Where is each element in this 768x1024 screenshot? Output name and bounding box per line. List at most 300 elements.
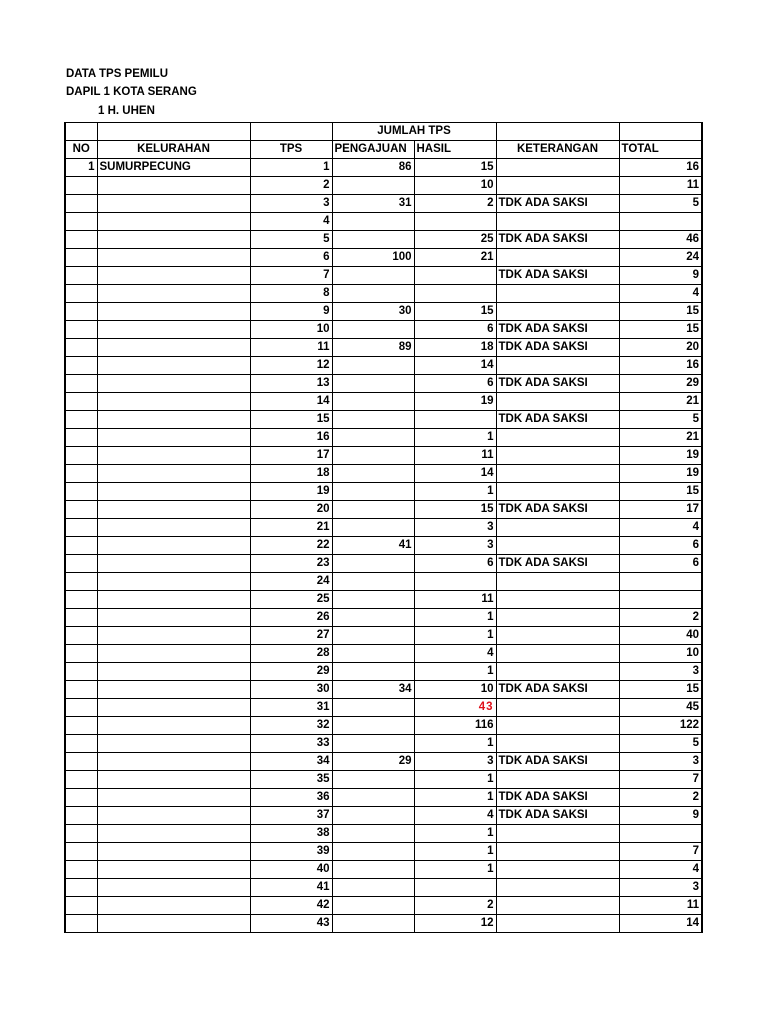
cell-total: 19	[619, 465, 702, 483]
cell-hasil: 15	[414, 303, 496, 321]
cell-keterangan	[496, 879, 619, 897]
cell-total: 20	[619, 339, 702, 357]
cell-no	[65, 357, 97, 375]
table-row	[65, 177, 702, 195]
table-row	[65, 609, 702, 627]
cell-no	[65, 285, 97, 303]
cell-total: 40	[619, 627, 702, 645]
cell-kelurahan	[97, 879, 250, 897]
cell-pengajuan	[332, 609, 414, 627]
document-title: DATA TPS PEMILU	[66, 68, 169, 80]
cell-hasil: 21	[414, 249, 496, 267]
header-cell-blank	[250, 123, 332, 141]
cell-kelurahan	[97, 627, 250, 645]
cell-keterangan	[496, 285, 619, 303]
cell-kelurahan	[97, 177, 250, 195]
cell-no	[65, 375, 97, 393]
table-row	[65, 159, 702, 177]
cell-no	[65, 447, 97, 465]
cell-tps: 25	[250, 591, 332, 609]
cell-hasil: 2	[414, 195, 496, 213]
cell-tps: 26	[250, 609, 332, 627]
cell-tps: 32	[250, 717, 332, 735]
header-cell-blank	[619, 123, 702, 141]
cell-kelurahan	[97, 735, 250, 753]
cell-kelurahan	[97, 465, 250, 483]
cell-total: 5	[619, 411, 702, 429]
cell-kelurahan	[97, 501, 250, 519]
cell-pengajuan	[332, 915, 414, 933]
cell-pengajuan	[332, 645, 414, 663]
cell-tps: 37	[250, 807, 332, 825]
cell-total: 17	[619, 501, 702, 519]
cell-kelurahan	[97, 699, 250, 717]
table-row	[65, 213, 702, 231]
cell-tps: 27	[250, 627, 332, 645]
cell-kelurahan	[97, 591, 250, 609]
cell-kelurahan	[97, 357, 250, 375]
cell-total: 14	[619, 915, 702, 933]
header-total: TOTAL	[619, 141, 702, 159]
cell-no	[65, 429, 97, 447]
cell-kelurahan	[97, 663, 250, 681]
cell-keterangan	[496, 249, 619, 267]
cell-keterangan: TDK ADA SAKSI	[496, 321, 619, 339]
cell-tps: 30	[250, 681, 332, 699]
cell-pengajuan	[332, 483, 414, 501]
cell-total: 11	[619, 897, 702, 915]
cell-tps: 14	[250, 393, 332, 411]
cell-hasil: 18	[414, 339, 496, 357]
cell-pengajuan	[332, 213, 414, 231]
table-row	[65, 681, 702, 699]
cell-kelurahan	[97, 393, 250, 411]
cell-kelurahan	[97, 555, 250, 573]
cell-tps: 28	[250, 645, 332, 663]
cell-kelurahan	[97, 375, 250, 393]
table-row	[65, 915, 702, 933]
table-row	[65, 825, 702, 843]
cell-keterangan	[496, 645, 619, 663]
cell-no	[65, 879, 97, 897]
header-no: NO	[65, 141, 97, 159]
table-row	[65, 303, 702, 321]
table-row	[65, 249, 702, 267]
cell-no: 1	[65, 159, 97, 177]
cell-hasil: 116	[414, 717, 496, 735]
header-row-top	[65, 123, 702, 141]
cell-keterangan: TDK ADA SAKSI	[496, 555, 619, 573]
cell-no	[65, 915, 97, 933]
cell-pengajuan: 30	[332, 303, 414, 321]
cell-tps: 11	[250, 339, 332, 357]
cell-no	[65, 465, 97, 483]
cell-tps: 8	[250, 285, 332, 303]
cell-pengajuan	[332, 177, 414, 195]
cell-keterangan	[496, 735, 619, 753]
cell-hasil: 4	[414, 645, 496, 663]
cell-pengajuan	[332, 501, 414, 519]
cell-total: 16	[619, 159, 702, 177]
cell-no	[65, 681, 97, 699]
cell-no	[65, 627, 97, 645]
cell-kelurahan	[97, 843, 250, 861]
table-row	[65, 807, 702, 825]
cell-no	[65, 699, 97, 717]
table-row	[65, 789, 702, 807]
table-row	[65, 717, 702, 735]
cell-total: 46	[619, 231, 702, 249]
cell-hasil: 1	[414, 825, 496, 843]
cell-keterangan: TDK ADA SAKSI	[496, 501, 619, 519]
cell-kelurahan	[97, 789, 250, 807]
cell-total	[619, 825, 702, 843]
cell-no	[65, 393, 97, 411]
cell-no	[65, 843, 97, 861]
cell-kelurahan	[97, 537, 250, 555]
cell-pengajuan	[332, 429, 414, 447]
cell-hasil: 1	[414, 789, 496, 807]
cell-no	[65, 555, 97, 573]
cell-total: 15	[619, 303, 702, 321]
cell-tps: 15	[250, 411, 332, 429]
cell-kelurahan	[97, 303, 250, 321]
cell-kelurahan	[97, 195, 250, 213]
table-row	[65, 771, 702, 789]
cell-tps: 34	[250, 753, 332, 771]
table-row	[65, 411, 702, 429]
cell-keterangan	[496, 663, 619, 681]
cell-no	[65, 753, 97, 771]
cell-hasil: 1	[414, 861, 496, 879]
cell-hasil: 6	[414, 555, 496, 573]
cell-total: 9	[619, 807, 702, 825]
cell-tps: 33	[250, 735, 332, 753]
cell-pengajuan: 100	[332, 249, 414, 267]
cell-hasil: 1	[414, 609, 496, 627]
table-row	[65, 357, 702, 375]
cell-keterangan	[496, 159, 619, 177]
cell-pengajuan	[332, 591, 414, 609]
cell-total: 2	[619, 789, 702, 807]
cell-no	[65, 645, 97, 663]
cell-hasil: 1	[414, 483, 496, 501]
cell-tps: 1	[250, 159, 332, 177]
cell-total: 5	[619, 195, 702, 213]
cell-kelurahan	[97, 825, 250, 843]
cell-total: 3	[619, 879, 702, 897]
cell-hasil: 10	[414, 681, 496, 699]
cell-pengajuan	[332, 321, 414, 339]
cell-total: 19	[619, 447, 702, 465]
cell-keterangan	[496, 825, 619, 843]
table-row	[65, 339, 702, 357]
cell-hasil: 4	[414, 807, 496, 825]
cell-kelurahan	[97, 249, 250, 267]
cell-total: 6	[619, 555, 702, 573]
cell-kelurahan	[97, 321, 250, 339]
cell-no	[65, 267, 97, 285]
header-cell-blank	[496, 123, 619, 141]
cell-total: 15	[619, 681, 702, 699]
cell-tps: 3	[250, 195, 332, 213]
cell-total: 10	[619, 645, 702, 663]
cell-tps: 2	[250, 177, 332, 195]
cell-keterangan	[496, 609, 619, 627]
cell-total: 45	[619, 699, 702, 717]
cell-keterangan	[496, 465, 619, 483]
cell-keterangan	[496, 915, 619, 933]
cell-no	[65, 501, 97, 519]
cell-keterangan: TDK ADA SAKSI	[496, 807, 619, 825]
cell-hasil: 25	[414, 231, 496, 249]
cell-no	[65, 717, 97, 735]
cell-hasil: 1	[414, 843, 496, 861]
cell-pengajuan	[332, 357, 414, 375]
cell-tps: 16	[250, 429, 332, 447]
cell-total: 24	[619, 249, 702, 267]
cell-keterangan: TDK ADA SAKSI	[496, 681, 619, 699]
cell-hasil: 2	[414, 897, 496, 915]
cell-total: 21	[619, 429, 702, 447]
header-row-main	[65, 141, 702, 159]
cell-keterangan	[496, 177, 619, 195]
cell-tps: 6	[250, 249, 332, 267]
cell-no	[65, 591, 97, 609]
cell-total: 122	[619, 717, 702, 735]
cell-pengajuan	[332, 843, 414, 861]
cell-total: 9	[619, 267, 702, 285]
cell-kelurahan	[97, 861, 250, 879]
table-row	[65, 285, 702, 303]
cell-pengajuan	[332, 375, 414, 393]
cell-tps: 4	[250, 213, 332, 231]
cell-pengajuan: 29	[332, 753, 414, 771]
cell-hasil	[414, 573, 496, 591]
table-row	[65, 393, 702, 411]
cell-keterangan	[496, 771, 619, 789]
cell-total: 3	[619, 663, 702, 681]
cell-tps: 42	[250, 897, 332, 915]
cell-hasil: 1	[414, 429, 496, 447]
cell-hasil: 1	[414, 771, 496, 789]
cell-total: 7	[619, 843, 702, 861]
cell-pengajuan	[332, 879, 414, 897]
cell-no	[65, 321, 97, 339]
cell-tps: 22	[250, 537, 332, 555]
cell-hasil	[414, 213, 496, 231]
cell-total: 21	[619, 393, 702, 411]
cell-total: 7	[619, 771, 702, 789]
cell-keterangan: TDK ADA SAKSI	[496, 339, 619, 357]
cell-pengajuan	[332, 663, 414, 681]
cell-no	[65, 483, 97, 501]
cell-no	[65, 807, 97, 825]
cell-hasil: 14	[414, 465, 496, 483]
cell-total	[619, 591, 702, 609]
cell-tps: 5	[250, 231, 332, 249]
cell-no	[65, 573, 97, 591]
cell-kelurahan	[97, 411, 250, 429]
cell-total	[619, 213, 702, 231]
cell-no	[65, 339, 97, 357]
table-row	[65, 591, 702, 609]
cell-no	[65, 411, 97, 429]
cell-tps: 12	[250, 357, 332, 375]
cell-pengajuan	[332, 555, 414, 573]
cell-tps: 13	[250, 375, 332, 393]
header-jumlah-tps: JUMLAH TPS	[332, 123, 496, 141]
cell-kelurahan	[97, 429, 250, 447]
table-row	[65, 573, 702, 591]
district-title: DAPIL 1 KOTA SERANG	[66, 86, 197, 98]
cell-hasil: 6	[414, 321, 496, 339]
cell-kelurahan	[97, 573, 250, 591]
table-row	[65, 231, 702, 249]
cell-pengajuan	[332, 267, 414, 285]
cell-total: 29	[619, 375, 702, 393]
cell-keterangan	[496, 357, 619, 375]
header-keterangan: KETERANGAN	[496, 141, 619, 159]
cell-no	[65, 519, 97, 537]
cell-pengajuan	[332, 285, 414, 303]
cell-keterangan	[496, 591, 619, 609]
cell-tps: 18	[250, 465, 332, 483]
cell-total: 16	[619, 357, 702, 375]
cell-pengajuan	[332, 789, 414, 807]
cell-hasil	[414, 879, 496, 897]
cell-hasil: 11	[414, 447, 496, 465]
cell-hasil: 10	[414, 177, 496, 195]
cell-total: 4	[619, 861, 702, 879]
table-row	[65, 501, 702, 519]
table-row	[65, 537, 702, 555]
cell-no	[65, 663, 97, 681]
cell-kelurahan	[97, 213, 250, 231]
table-row	[65, 555, 702, 573]
cell-hasil: 14	[414, 357, 496, 375]
cell-pengajuan: 86	[332, 159, 414, 177]
table-row	[65, 375, 702, 393]
cell-keterangan	[496, 573, 619, 591]
header-tps: TPS	[250, 141, 332, 159]
cell-pengajuan: 41	[332, 537, 414, 555]
cell-keterangan: TDK ADA SAKSI	[496, 753, 619, 771]
header-hasil: HASIL	[414, 141, 496, 159]
cell-kelurahan	[97, 447, 250, 465]
cell-total: 4	[619, 285, 702, 303]
cell-kelurahan	[97, 771, 250, 789]
cell-keterangan	[496, 519, 619, 537]
cell-tps: 43	[250, 915, 332, 933]
table-row	[65, 267, 702, 285]
cell-keterangan	[496, 843, 619, 861]
cell-total: 15	[619, 321, 702, 339]
table-row	[65, 483, 702, 501]
cell-tps: 17	[250, 447, 332, 465]
table-row	[65, 843, 702, 861]
cell-hasil	[414, 267, 496, 285]
cell-tps: 20	[250, 501, 332, 519]
cell-tps: 41	[250, 879, 332, 897]
table-row	[65, 735, 702, 753]
cell-tps: 40	[250, 861, 332, 879]
cell-pengajuan	[332, 231, 414, 249]
cell-total: 6	[619, 537, 702, 555]
table-row	[65, 753, 702, 771]
table-row	[65, 879, 702, 897]
cell-keterangan	[496, 483, 619, 501]
cell-tps: 23	[250, 555, 332, 573]
cell-hasil: 3	[414, 753, 496, 771]
cell-keterangan: TDK ADA SAKSI	[496, 375, 619, 393]
cell-hasil: 43	[414, 699, 496, 717]
cell-pengajuan	[332, 735, 414, 753]
table-row	[65, 195, 702, 213]
cell-no	[65, 609, 97, 627]
cell-keterangan	[496, 627, 619, 645]
cell-pengajuan: 89	[332, 339, 414, 357]
cell-pengajuan	[332, 699, 414, 717]
cell-keterangan	[496, 537, 619, 555]
cell-no	[65, 861, 97, 879]
cell-tps: 24	[250, 573, 332, 591]
cell-hasil: 1	[414, 663, 496, 681]
tps-data-table	[64, 122, 703, 933]
cell-pengajuan	[332, 573, 414, 591]
table-row	[65, 699, 702, 717]
cell-hasil: 15	[414, 159, 496, 177]
cell-pengajuan	[332, 771, 414, 789]
cell-kelurahan: SUMURPECUNG	[97, 159, 250, 177]
cell-no	[65, 303, 97, 321]
cell-pengajuan	[332, 411, 414, 429]
cell-no	[65, 177, 97, 195]
cell-pengajuan	[332, 465, 414, 483]
table-row	[65, 627, 702, 645]
cell-kelurahan	[97, 339, 250, 357]
cell-keterangan: TDK ADA SAKSI	[496, 195, 619, 213]
cell-tps: 9	[250, 303, 332, 321]
cell-kelurahan	[97, 267, 250, 285]
cell-kelurahan	[97, 897, 250, 915]
cell-kelurahan	[97, 483, 250, 501]
cell-tps: 36	[250, 789, 332, 807]
cell-pengajuan	[332, 807, 414, 825]
cell-hasil: 3	[414, 537, 496, 555]
cell-kelurahan	[97, 519, 250, 537]
cell-tps: 35	[250, 771, 332, 789]
cell-no	[65, 825, 97, 843]
cell-hasil: 1	[414, 735, 496, 753]
table-row	[65, 429, 702, 447]
cell-kelurahan	[97, 609, 250, 627]
cell-tps: 29	[250, 663, 332, 681]
cell-kelurahan	[97, 915, 250, 933]
cell-kelurahan	[97, 681, 250, 699]
cell-no	[65, 771, 97, 789]
cell-hasil: 11	[414, 591, 496, 609]
cell-keterangan	[496, 213, 619, 231]
cell-kelurahan	[97, 231, 250, 249]
cell-keterangan	[496, 303, 619, 321]
cell-keterangan: TDK ADA SAKSI	[496, 789, 619, 807]
cell-keterangan: TDK ADA SAKSI	[496, 411, 619, 429]
cell-pengajuan	[332, 861, 414, 879]
table-row	[65, 663, 702, 681]
cell-hasil: 19	[414, 393, 496, 411]
cell-keterangan	[496, 717, 619, 735]
